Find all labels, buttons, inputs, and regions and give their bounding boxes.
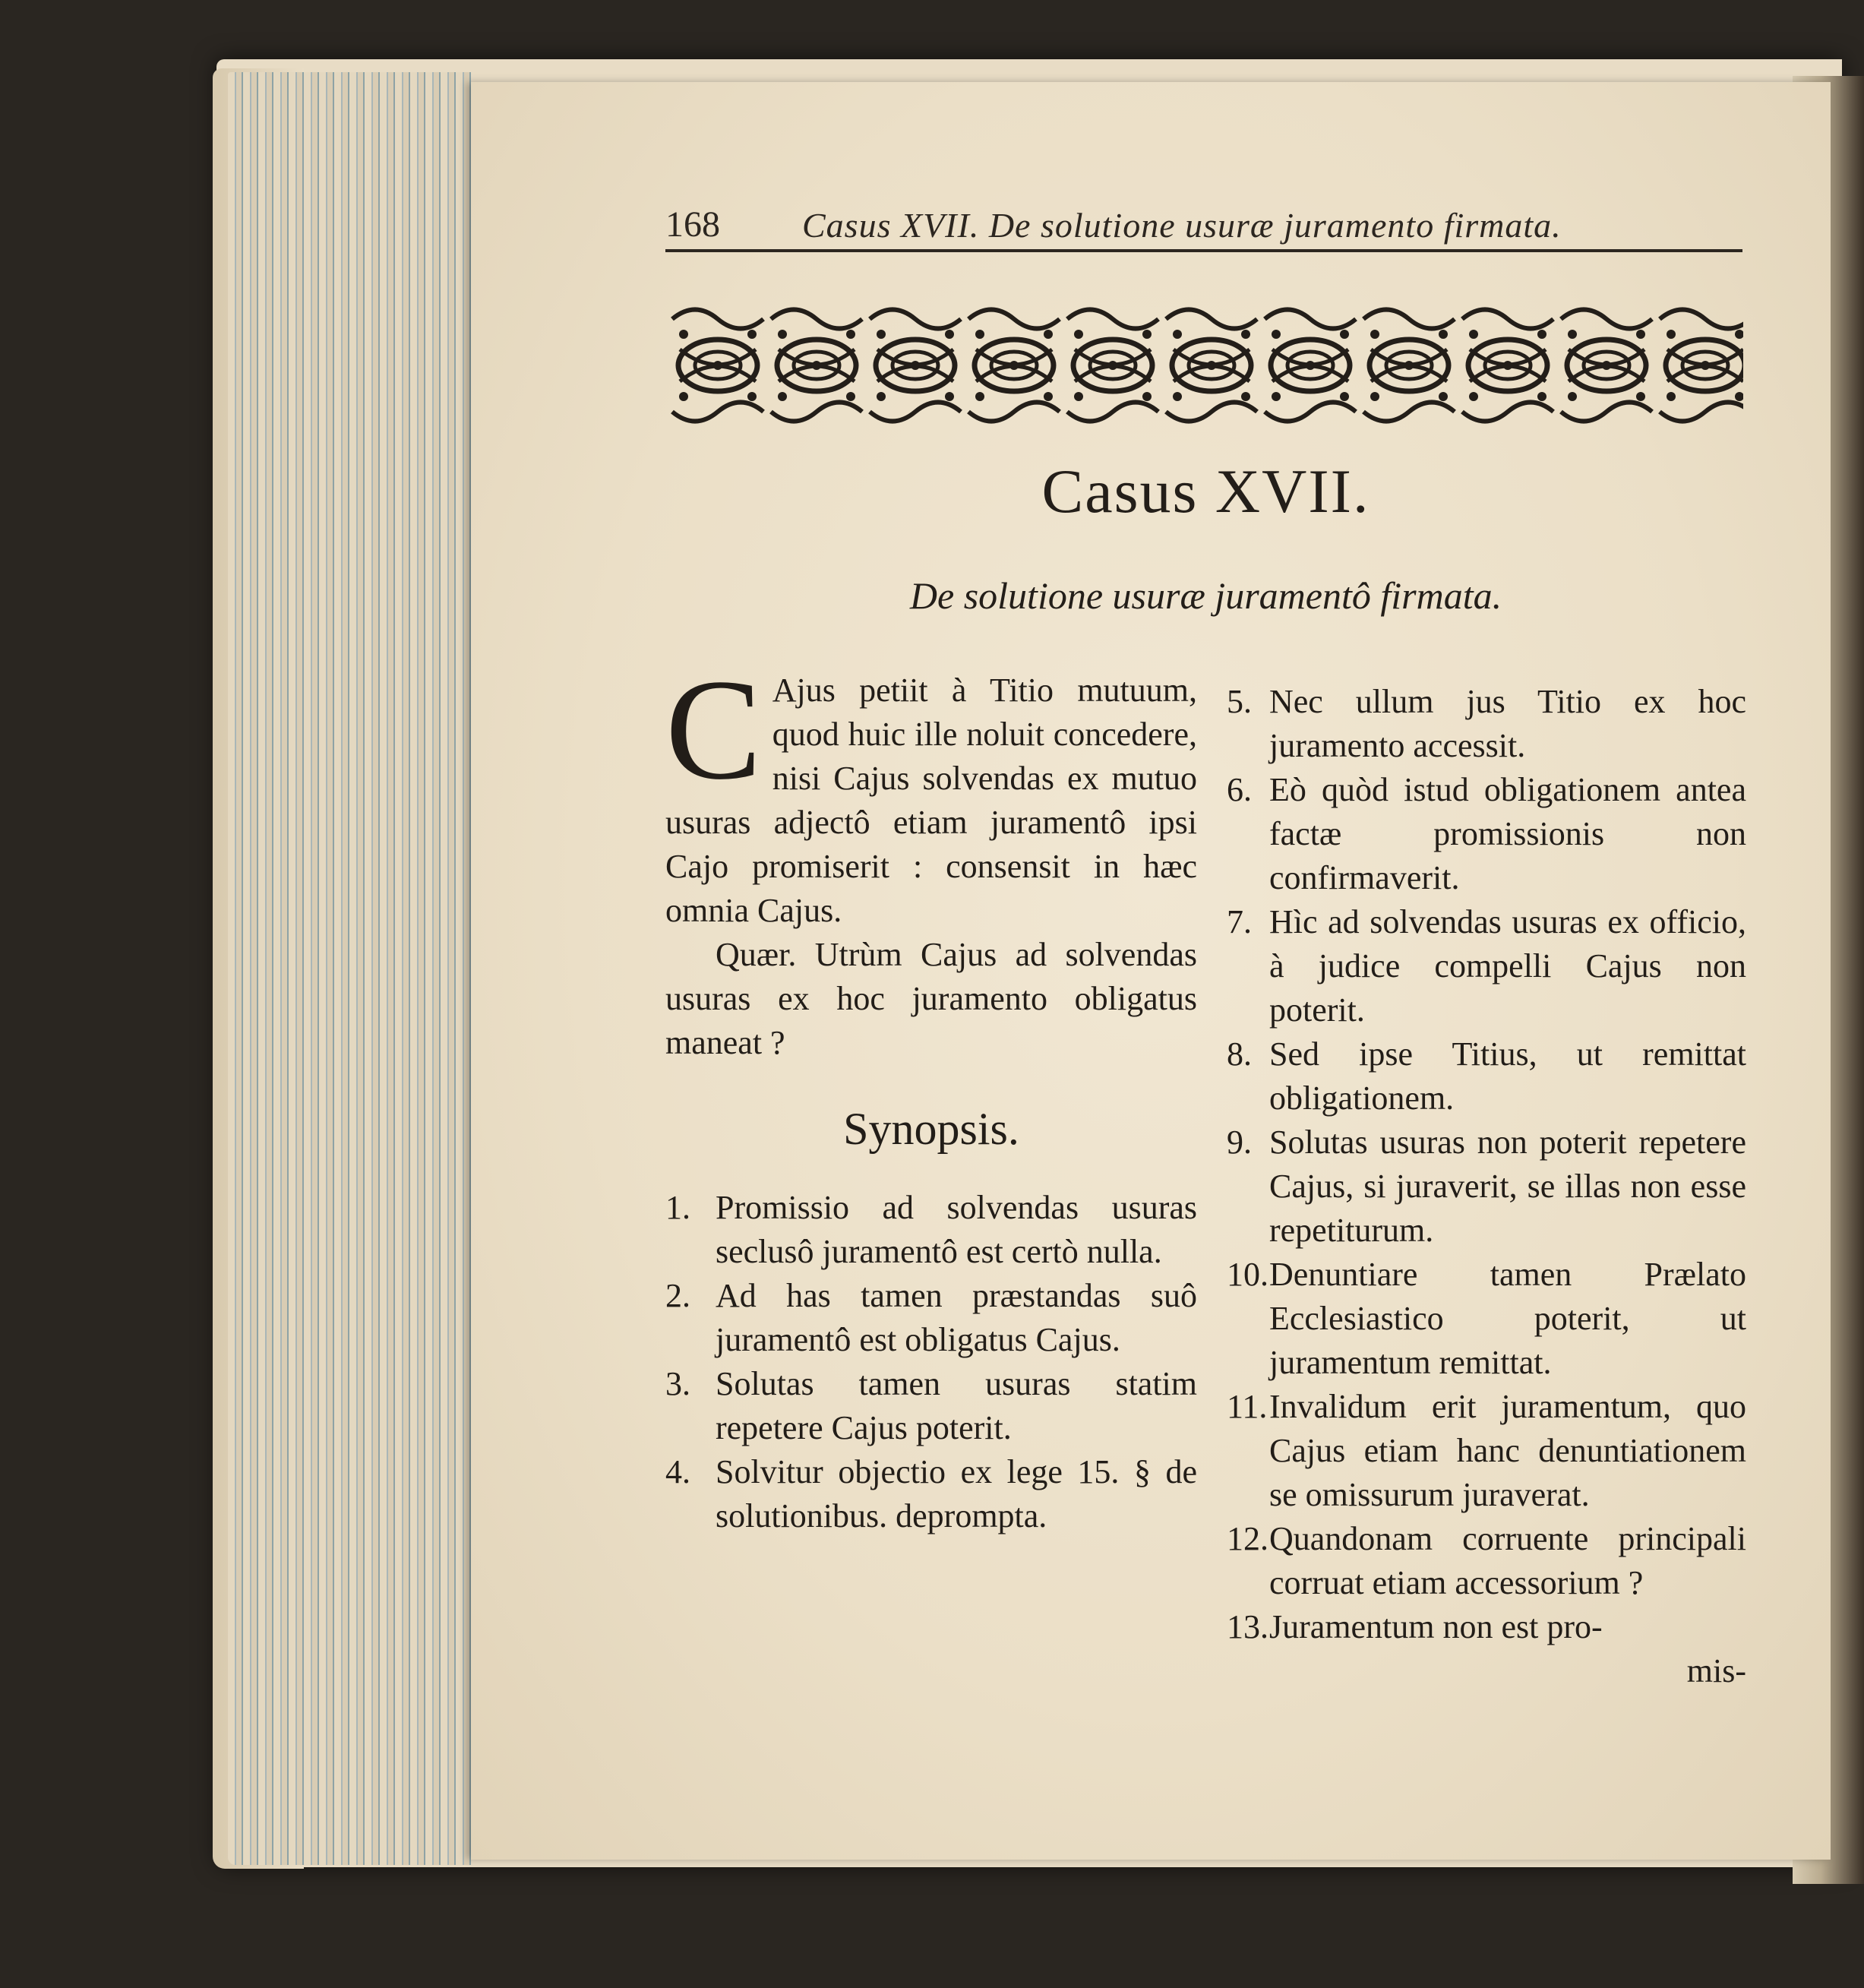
chapter-subheading: De solutione usuræ juramentô firmata. [909, 574, 1502, 617]
page-stack-fore-edge [228, 72, 471, 1865]
item-number: 13. [1227, 1608, 1268, 1645]
item-number: 9. [1227, 1124, 1252, 1161]
item-number: 5. [1227, 683, 1252, 720]
item-text: Eò quòd istud obligationem antea factæ promissionis non confirmaverit. [1269, 771, 1746, 896]
case-text: Ajus petiit à Titio mutuum, quod huic ille noluit concedere, nisi Cajus solvendas ex mutuo usuras adjectô etiam juramentô ipsi Cajo promiserit : consensit in hæc omnia Cajus. [665, 672, 1197, 929]
synopsis-list-right [1227, 680, 1746, 1649]
page-number: 168 [665, 204, 720, 245]
list-item [665, 1450, 1197, 1538]
synopsis-title: Synopsis. [843, 1104, 1019, 1154]
item-text: Ad has tamen præstandas suô juramentô est obligatus Cajus. [716, 1277, 1197, 1358]
item-text: Juramentum non est pro- [1269, 1608, 1603, 1645]
item-text: Solutas usuras non poterit repetere Cajus, si juraverit, se illas non esse repetiturum. [1269, 1124, 1746, 1249]
item-number: 6. [1227, 771, 1252, 808]
item-text: Denuntiare tamen Prælato Ecclesiastico poterit, ut juramentum remittat. [1269, 1256, 1746, 1381]
question-paragraph: Quær. Utrùm Cajus ad solvendas usuras ex hoc juramento obligatus maneat ? [665, 936, 1197, 1061]
item-text: Quandonam corruente principali corruat etiam accessorium ? [1269, 1520, 1746, 1601]
drop-cap: C [665, 650, 762, 810]
item-text: Hìc ad solvendas usuras ex officio, à judice compelli Cajus non poterit. [1269, 903, 1746, 1029]
item-number: 12. [1227, 1520, 1268, 1557]
item-number: 8. [1227, 1035, 1252, 1073]
synopsis-list-left [665, 1186, 1197, 1538]
running-title: Casus XVII. De solutione usuræ juramento firmata. [802, 206, 1562, 245]
item-number: 2. [665, 1277, 690, 1314]
list-item [1227, 680, 1746, 768]
item-number: 4. [665, 1453, 690, 1490]
ornamental-band [668, 304, 1743, 427]
catchword: mis- [1686, 1652, 1746, 1689]
list-item [1227, 1385, 1746, 1517]
item-number: 7. [1227, 903, 1252, 940]
item-number: 10. [1227, 1256, 1268, 1293]
list-item [1227, 1605, 1746, 1649]
list-item [1227, 1517, 1746, 1605]
running-head [665, 204, 1742, 252]
case-paragraph [665, 650, 1197, 933]
list-item [665, 1274, 1197, 1362]
list-item [1227, 768, 1746, 900]
chapter-heading: Casus XVII. [1041, 457, 1370, 526]
list-item [1227, 1253, 1746, 1385]
list-item [665, 1186, 1197, 1274]
item-text: Sed ipse Titius, ut remittat obligationem. [1269, 1035, 1746, 1117]
list-item [665, 1362, 1197, 1450]
item-number: 1. [665, 1189, 690, 1226]
item-text: Solutas tamen usuras statim repetere Cajus poterit. [716, 1365, 1197, 1446]
item-text: Invalidum erit juramentum, quo Cajus etiam hanc denuntiationem se omissurum juraverat. [1269, 1388, 1746, 1513]
item-text: Promissio ad solvendas usuras seclusô juramentô est certò nulla. [716, 1189, 1197, 1270]
list-item [1227, 1032, 1746, 1120]
item-text: Solvitur objectio ex lege 15. § de solutionibus. deprompta. [716, 1453, 1197, 1534]
item-number: 3. [665, 1365, 690, 1402]
left-column [665, 650, 1197, 1538]
list-item [1227, 900, 1746, 1032]
item-number: 11. [1227, 1388, 1268, 1425]
item-text: Nec ullum jus Titio ex hoc juramento accessit. [1269, 683, 1746, 764]
right-column [1227, 680, 1746, 1693]
list-item [1227, 1120, 1746, 1253]
